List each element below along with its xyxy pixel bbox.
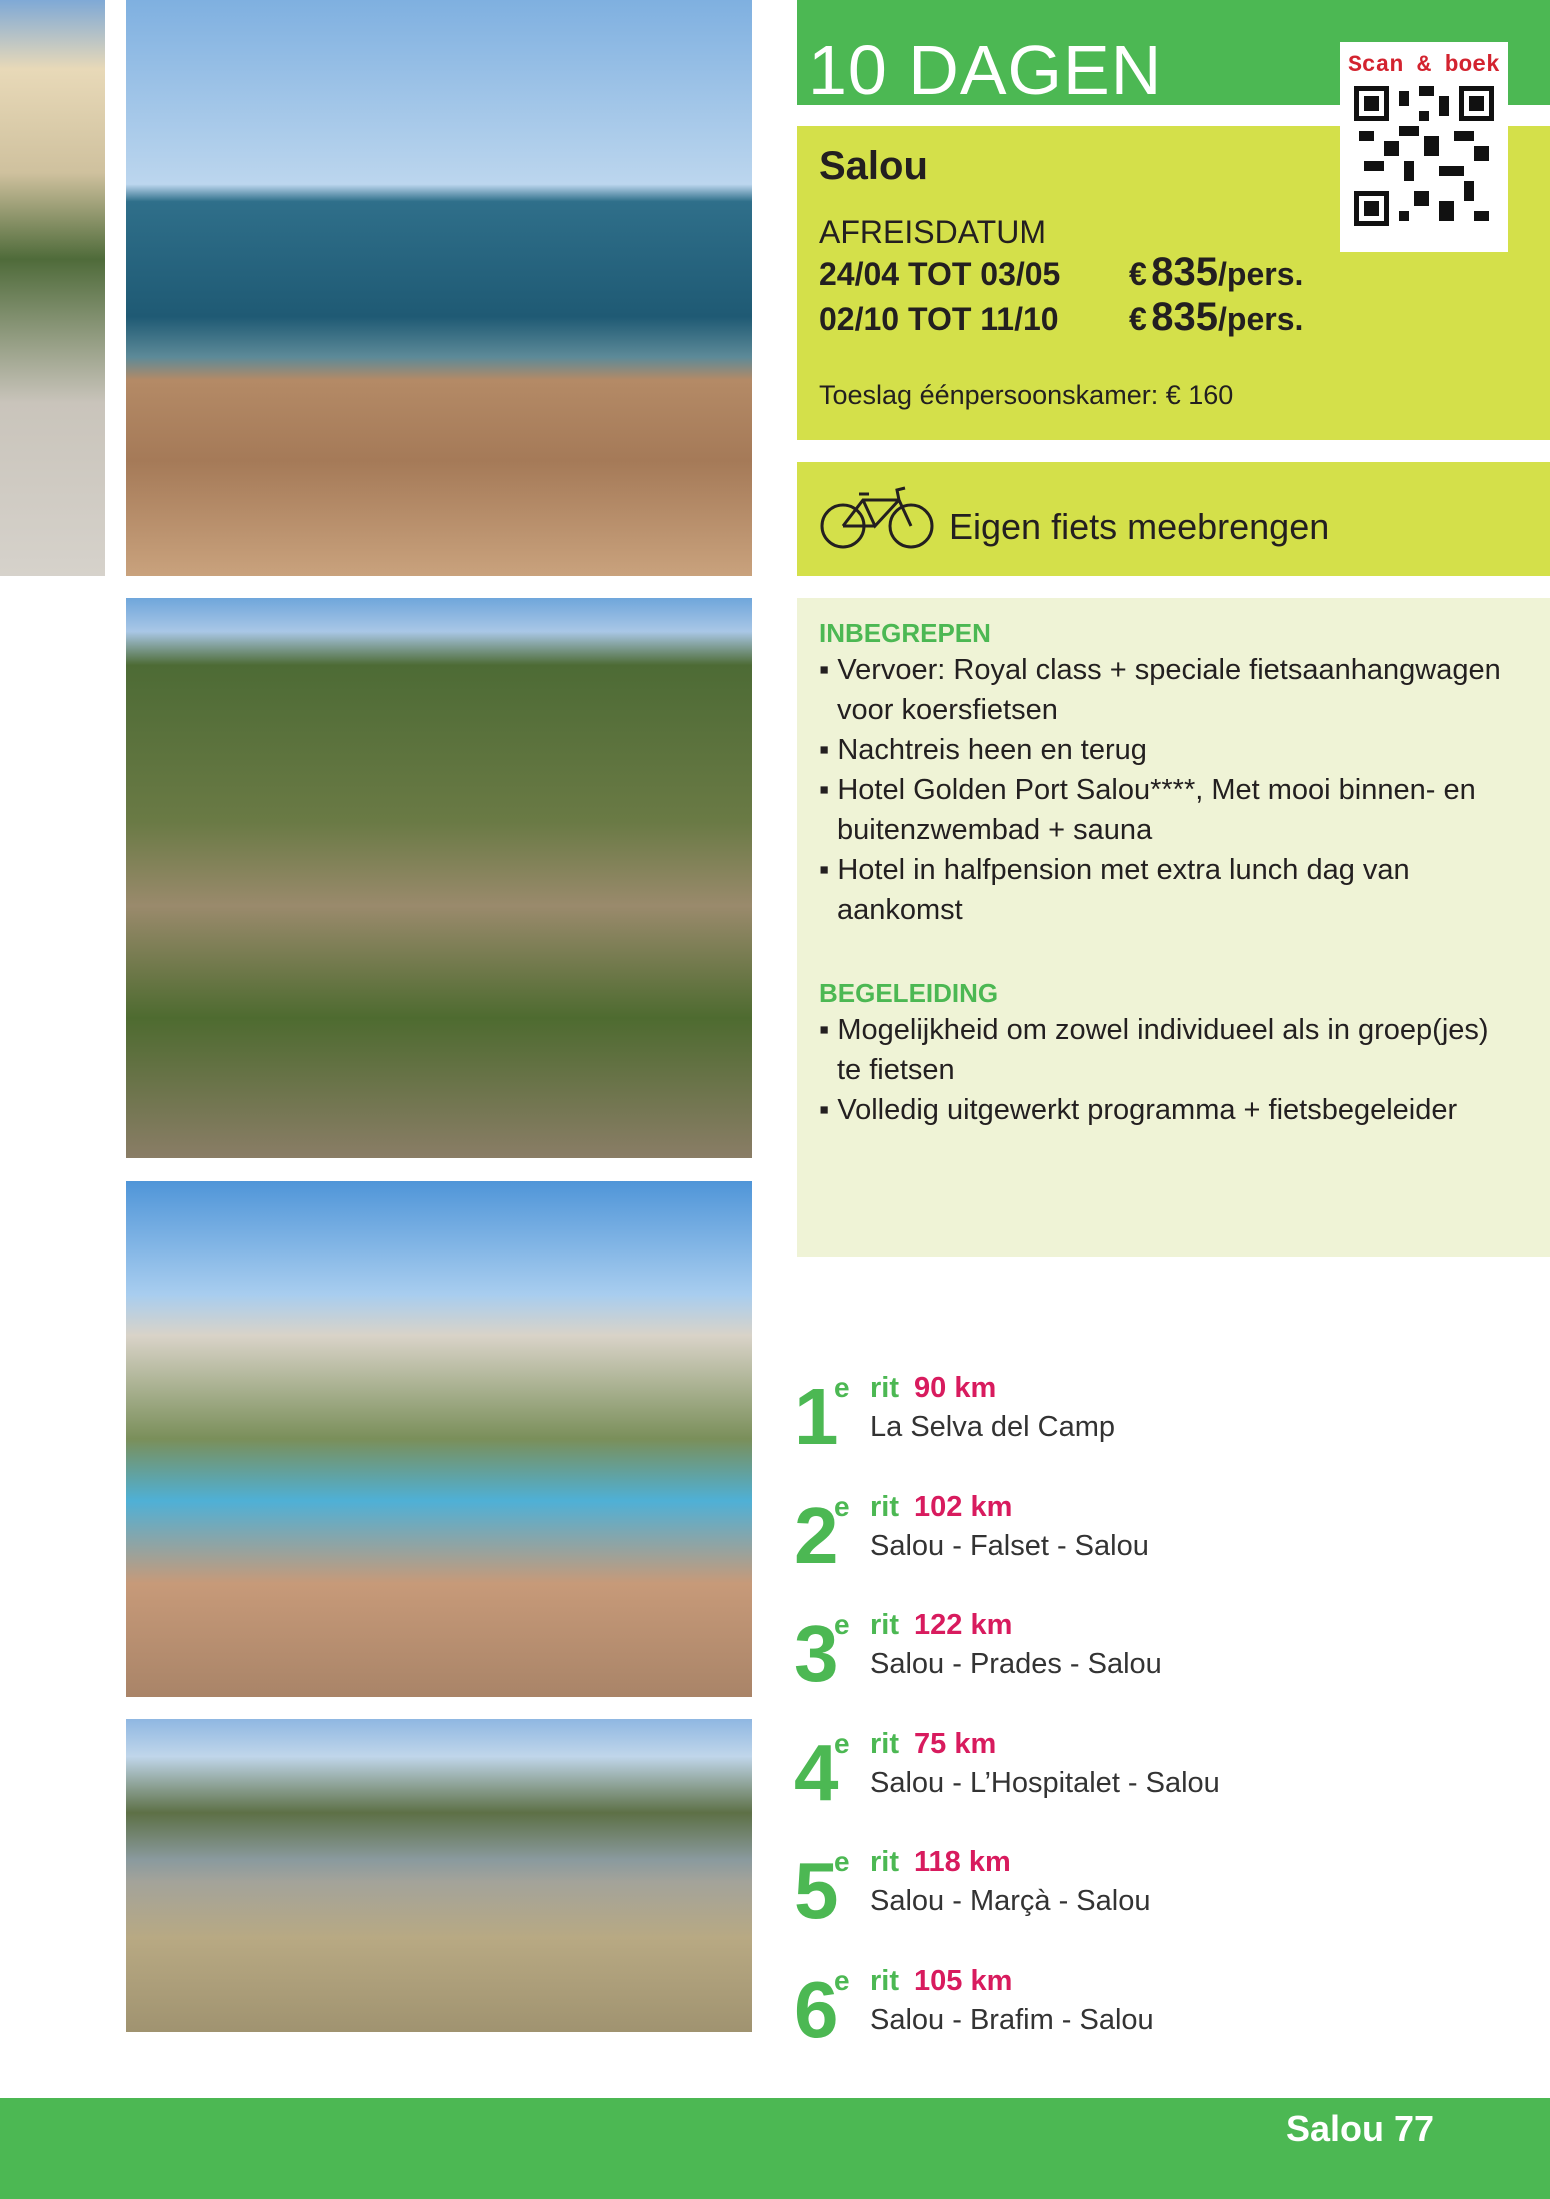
included-box [797, 598, 1550, 1257]
qr-label: Scan & boek [1348, 52, 1500, 78]
ride-label: rit [870, 1727, 899, 1760]
ride-ordinal: e [834, 1609, 850, 1640]
ride-ordinal: e [834, 1490, 850, 1522]
ride-ordinal: e [834, 1727, 850, 1759]
single-room-supplement: Toeslag éénpersoonskamer: € 160 [819, 380, 1234, 410]
ride-label: rit [870, 1846, 899, 1878]
ride-distance: 75 km [914, 1727, 997, 1760]
ride-distance: 105 km [914, 1964, 1013, 1997]
ride-route: Salou - Falset - Salou [870, 1529, 1149, 1562]
included-list [819, 650, 1501, 930]
ride-number: 2 [794, 1490, 839, 1580]
bike-mountain-photo [126, 1719, 752, 2032]
ride-label: rit [870, 1490, 899, 1523]
ride-label: rit [870, 1964, 899, 1997]
list-item: ▪ Vervoer: Royal class + speciale fietsaanhangwagen voor koersfietsen [819, 654, 1501, 726]
castle-hill-photo [126, 598, 752, 1158]
list-item: ▪ Nachtreis heen en terug [819, 734, 1147, 766]
ride-number: 6 [794, 1964, 839, 2054]
ride-route: Salou - Marçà - Salou [870, 1885, 1151, 1917]
list-item: ▪ Volledig uitgewerkt programma + fietsbegeleider [819, 1094, 1458, 1126]
ride-route: La Selva del Camp [870, 1411, 1116, 1443]
own-bike-box [797, 462, 1550, 576]
ride-number: 4 [794, 1727, 839, 1817]
hotel-pool-photo [126, 1181, 752, 1697]
ride-distance: 118 km [914, 1846, 1011, 1878]
own-bike-label: Eigen fiets meebrengen [949, 506, 1330, 547]
cyclists-photo [0, 0, 105, 576]
list-item: ▪ Hotel in halfpension met extra lunch dag van aankomst [819, 854, 1410, 926]
ride-route: Salou - Brafim - Salou [870, 2003, 1154, 2036]
ride-ordinal: e [834, 1964, 850, 1996]
date-range-1: 24/04 TOT 03/05 [819, 256, 1061, 292]
ride-route: Salou - Prades - Salou [870, 1648, 1162, 1680]
list-item: ▪ Hotel Golden Port Salou****, Met mooi binnen- en buitenzwembad + sauna [819, 774, 1476, 846]
ride-number: 5 [794, 1846, 839, 1935]
ride-distance: 102 km [914, 1490, 1013, 1523]
ride-number: 1 [794, 1372, 839, 1461]
ride-distance: 122 km [914, 1609, 1013, 1641]
page-footer [0, 2098, 1550, 2199]
guidance-list [819, 1010, 1489, 1130]
qr-code-icon [1354, 86, 1494, 226]
footer-page-label: Salou 77 [1285, 2108, 1434, 2149]
date-range-2: 02/10 TOT 11/10 [819, 301, 1059, 337]
qr-code-box[interactable] [1340, 42, 1508, 252]
price-1: € 835/pers. [1129, 250, 1304, 294]
ride-ordinal: e [834, 1846, 850, 1877]
ride-route: Salou - L’Hospitalet - Salou [870, 1766, 1220, 1799]
price-2: € 835/pers. [1129, 295, 1304, 339]
ride-label: rit [870, 1372, 899, 1404]
ride-distance: 90 km [914, 1372, 997, 1404]
ride-number: 3 [794, 1609, 839, 1698]
departure-label: AFREISDATUM [819, 214, 1046, 250]
ride-ordinal: e [834, 1372, 850, 1403]
bicycle-icon [819, 484, 935, 550]
included-heading: INBEGREPEN [819, 618, 991, 648]
list-item: ▪ Mogelijkheid om zowel individueel als in groep(jes) te fietsen [819, 1014, 1489, 1086]
ride-label: rit [870, 1609, 899, 1641]
destination-title: Salou [819, 144, 928, 188]
guidance-heading: BEGELEIDING [819, 978, 999, 1008]
coast-rocks-photo [126, 0, 752, 576]
duration-title: 10 DAGEN [808, 31, 1163, 109]
